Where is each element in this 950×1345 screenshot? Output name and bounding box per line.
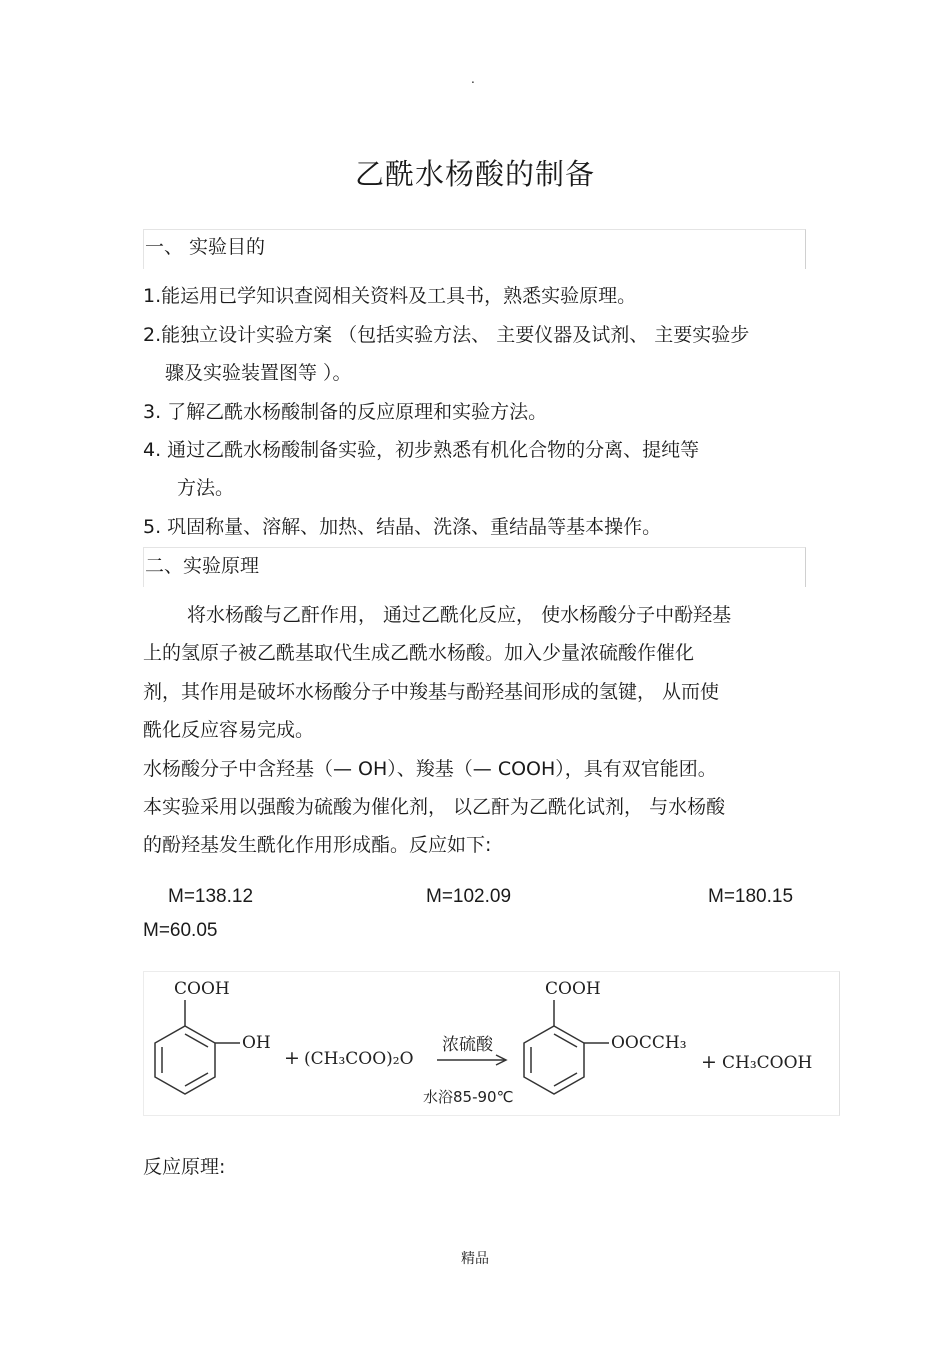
mass-salicylic-acid: M=138.12 <box>168 886 254 907</box>
objective-4-cont: 方法。 <box>177 477 235 499</box>
principle-line-5: 水杨酸分子中含羟基（— OH）、羧基（— COOH），具有双官能团。 <box>143 758 717 780</box>
objective-5: 5. 巩固称量、溶解、加热、结晶、洗涤、重结晶等基本操作。 <box>143 516 662 538</box>
objective-4: 4. 通过乙酰水杨酸制备实验，初步熟悉有机化合物的分离、提纯等 <box>143 439 700 461</box>
objective-2-cont: 骤及实验装置图等 ）。 <box>165 362 352 384</box>
catalyst-label: 浓硫酸 <box>442 1035 493 1055</box>
objective-3: 3. 了解乙酰水杨酸制备的反应原理和实验方法。 <box>143 401 548 423</box>
objective-2: 2.能独立设计实验方案 （包括实验方法、 主要仪器及试剂、 主要实验步 <box>143 324 750 346</box>
reactant-cooh-label: COOH <box>174 979 230 999</box>
mass-acetic-anhydride: M=102.09 <box>426 886 512 907</box>
product-cooh-label: COOH <box>545 979 601 999</box>
acetic-anhydride-label: (CH₃COO)₂O <box>304 1049 414 1069</box>
principle-line-7: 的酚羟基发生酰化作用形成酯。反应如下: <box>143 834 492 856</box>
benzene-ring-reactant <box>155 1026 215 1094</box>
mass-aspirin: M=180.15 <box>708 886 794 907</box>
principle-line-1: 将水杨酸与乙酐作用， 通过乙酰化反应， 使水杨酸分子中酚羟基 <box>187 604 732 626</box>
plus-sign-1: + <box>284 1047 300 1069</box>
benzene-ring-product <box>524 1026 584 1094</box>
acetic-acid-label: CH₃COOH <box>722 1053 813 1073</box>
principle-line-4: 酰化反应容易完成。 <box>143 719 315 741</box>
reactant-oh-label: OH <box>242 1033 271 1053</box>
mass-acetic-acid: M=60.05 <box>143 920 218 941</box>
plus-sign-2: + <box>701 1051 717 1073</box>
reaction-svg <box>144 972 841 1117</box>
objective-1: 1.能运用已学知识查阅相关资料及工具书，熟悉实验原理。 <box>143 285 637 307</box>
principle-line-2: 上的氢原子被乙酰基取代生成乙酰水杨酸。加入少量浓硫酸作催化 <box>143 642 695 664</box>
section2-heading: 二、实验原理 <box>145 555 260 577</box>
page-footer: 精品 <box>461 1251 489 1267</box>
principle-line-3: 剂，其作用是破坏水杨酸分子中羧基与酚羟基间形成的氢键， 从而使 <box>143 681 720 703</box>
reaction-scheme <box>143 971 840 1116</box>
page-title: 乙酰水杨酸的制备 <box>354 157 595 191</box>
section1-heading: 一、 实验目的 <box>145 236 266 258</box>
reaction-principle-label: 反应原理: <box>143 1156 226 1178</box>
page-dot: . <box>471 72 475 86</box>
condition-label: 水浴85-90℃ <box>423 1088 514 1106</box>
principle-line-6: 本实验采用以强酸为硫酸为催化剂， 以乙酐为乙酰化试剂， 与水杨酸 <box>143 796 726 818</box>
product-ester-label: OOCCH₃ <box>611 1033 687 1053</box>
